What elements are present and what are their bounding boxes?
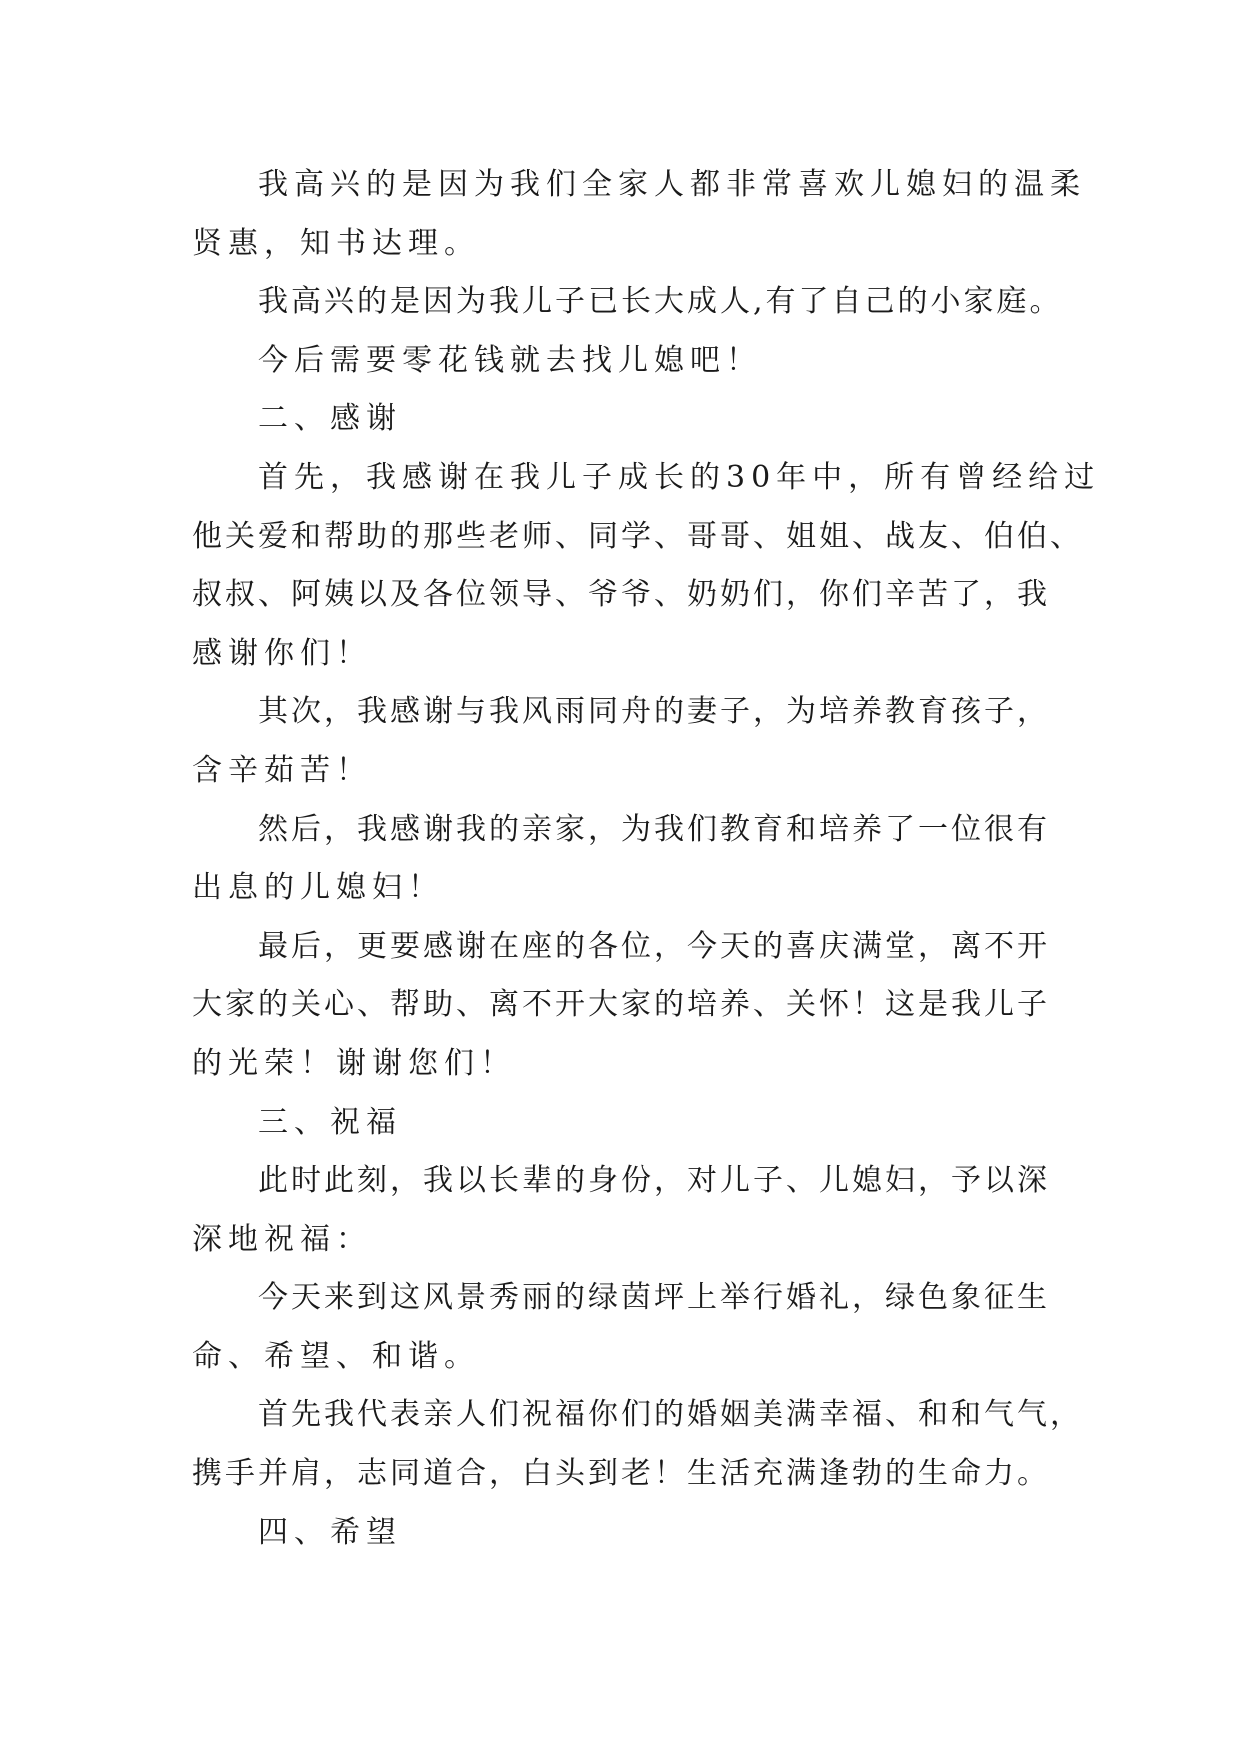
paragraph-line: 今天来到这风景秀丽的绿茵坪上举行婚礼，绿色象征生 <box>258 1280 1050 1316</box>
paragraph-line: 叔叔、阿姨以及各位领导、爷爷、奶奶们，你们辛苦了，我 <box>192 577 1050 613</box>
paragraph-line: 携手并肩，志同道合，白头到老！生活充满逢勃的生命力。 <box>192 1456 1050 1492</box>
document-body <box>192 156 1101 1562</box>
paragraph-line: 此时此刻，我以长辈的身份，对儿子、儿媳妇，予以深 <box>258 1163 1050 1199</box>
paragraph-line: 贤惠，知书达理。 <box>192 225 480 261</box>
paragraph-line: 其次，我感谢与我风雨同舟的妻子，为培养教育孩子， <box>258 694 1050 730</box>
paragraph-line: 深地祝福： <box>192 1221 372 1257</box>
paragraph-line: 出息的儿媳妇！ <box>192 870 444 906</box>
paragraph-line: 我高兴的是因为我儿子已长大成人,有了自己的小家庭。 <box>258 284 1063 320</box>
paragraph-line: 命、希望、和谐。 <box>192 1338 480 1374</box>
paragraph-line: 最后，更要感谢在座的各位，今天的喜庆满堂，离不开 <box>258 928 1050 964</box>
paragraph-line: 首先，我感谢在我儿子成长的30年中，所有曾经给过 <box>258 459 1101 495</box>
section-heading: 三、祝福 <box>258 1104 402 1140</box>
section-heading: 四、希望 <box>258 1514 402 1550</box>
paragraph-line: 今后需要零花钱就去找儿媳吧！ <box>258 342 762 378</box>
paragraph-line: 含辛茹苦！ <box>192 752 372 788</box>
paragraph-line: 感谢你们！ <box>192 635 372 671</box>
section-heading: 二、感谢 <box>258 401 402 437</box>
paragraph-line: 然后，我感谢我的亲家，为我们教育和培养了一位很有 <box>258 811 1050 847</box>
paragraph-line: 他关爱和帮助的那些老师、同学、哥哥、姐姐、战友、伯伯、 <box>192 518 1083 554</box>
paragraph-line: 大家的关心、帮助、离不开大家的培养、关怀！这是我儿子 <box>192 987 1050 1023</box>
paragraph-line: 我高兴的是因为我们全家人都非常喜欢儿媳妇的温柔 <box>258 167 1086 202</box>
paragraph-line: 的光荣！谢谢您们！ <box>192 1045 516 1081</box>
paragraph-line: 首先我代表亲人们祝福你们的婚姻美满幸福、和和气气， <box>258 1397 1083 1433</box>
